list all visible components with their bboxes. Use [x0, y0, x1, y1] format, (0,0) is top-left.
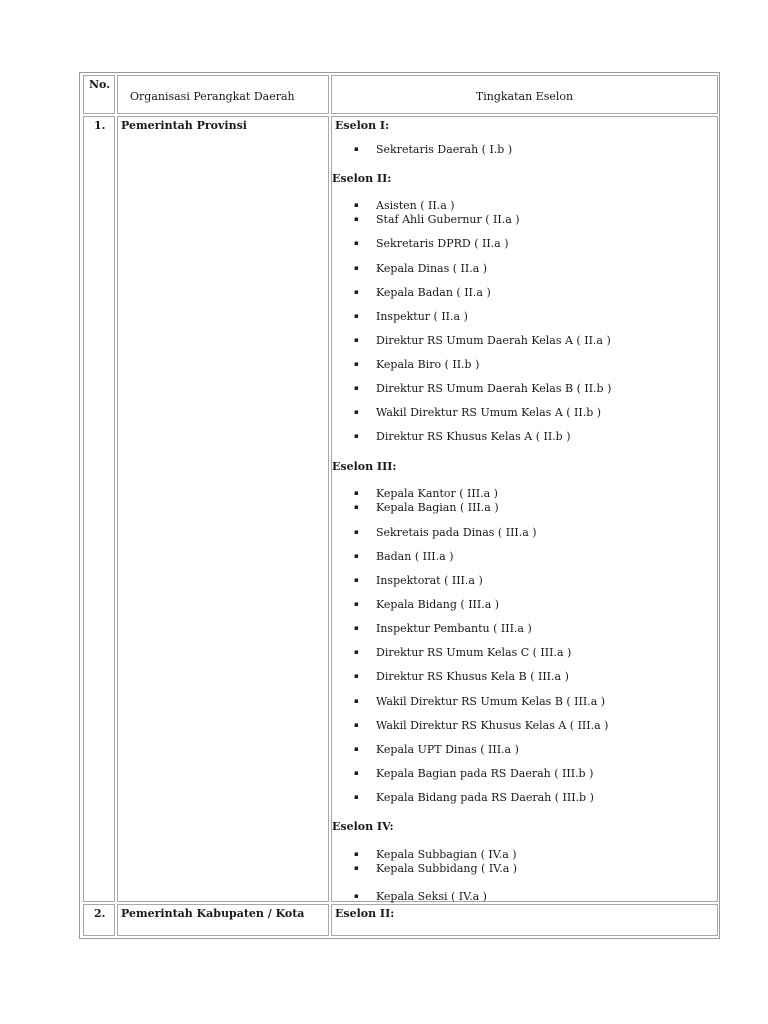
eselon-list-item: Kepala Kantor ( III.a ): [376, 487, 498, 500]
header-eselon: Tingkatan Eselon: [475, 90, 574, 103]
eselon-list-item: Kepala Subbagian ( IV.a ): [376, 848, 517, 861]
header-organisasi-cell: [117, 75, 329, 114]
row-1-organisasi: Pemerintah Provinsi: [121, 119, 247, 132]
eselon-group-heading: Eselon I:: [335, 119, 390, 132]
row-2-organisasi: Pemerintah Kabupaten / Kota: [121, 907, 305, 920]
bullet-icon: ▪: [354, 648, 359, 656]
eselon-list-item: Kepala Bidang pada RS Daerah ( III.b ): [376, 791, 594, 804]
row-2-no: 2.: [94, 907, 106, 920]
bullet-icon: ▪: [354, 312, 359, 320]
eselon-list-item: Direktur RS Umum Daerah Kelas A ( II.a ): [376, 334, 611, 347]
eselon-list-item: Kepala Subbidang ( IV.a ): [376, 862, 518, 875]
header-no: No.: [89, 78, 111, 91]
eselon-list-item: Sekretais pada Dinas ( III.a ): [376, 526, 537, 539]
row-2-organisasi-cell: [117, 904, 329, 936]
eselon-list-item: Wakil Direktur RS Umum Kelas B ( III.a ): [376, 695, 606, 708]
bullet-icon: ▪: [354, 672, 359, 680]
eselon-list-item: Inspektorat ( III.a ): [376, 574, 483, 587]
eselon-list-item: Kepala Bagian ( III.a ): [376, 501, 499, 514]
eselon-list-item: Kepala UPT Dinas ( III.a ): [376, 743, 519, 756]
eselon-list-item: Inspektur Pembantu ( III.a ): [376, 622, 532, 635]
eselon-list-item: Wakil Direktur RS Khusus Kelas A ( III.a ): [376, 719, 609, 732]
bullet-icon: ▪: [354, 432, 359, 440]
bullet-icon: ▪: [354, 528, 359, 536]
bullet-icon: ▪: [354, 552, 359, 560]
bullet-icon: ▪: [354, 288, 359, 296]
eselon-list-item: Direktur RS Khusus Kela B ( III.a ): [376, 670, 569, 683]
eselon-list-item: Direktur RS Umum Kelas C ( III.a ): [376, 646, 572, 659]
eselon-list-item: Staf Ahli Gubernur ( II.a ): [376, 213, 520, 226]
bullet-icon: ▪: [354, 489, 359, 497]
bullet-icon: ▪: [354, 793, 359, 801]
bullet-icon: ▪: [354, 503, 359, 511]
bullet-icon: ▪: [354, 600, 359, 608]
eselon-list-item: Direktur RS Umum Daerah Kelas B ( II.b ): [376, 382, 612, 395]
bullet-icon: ▪: [354, 384, 359, 392]
row-2-eselon-heading: Eselon II:: [335, 907, 395, 920]
eselon-list-item: Kepala Badan ( II.a ): [376, 286, 491, 299]
eselon-list-item: Badan ( III.a ): [376, 550, 454, 563]
bullet-icon: ▪: [354, 769, 359, 777]
bullet-icon: ▪: [354, 697, 359, 705]
bullet-icon: ▪: [354, 145, 359, 153]
bullet-icon: ▪: [354, 721, 359, 729]
eselon-list-item: Direktur RS Khusus Kelas A ( II.b ): [376, 430, 571, 443]
row-1-eselon-cell: [331, 116, 718, 902]
eselon-group-heading: Eselon IV:: [332, 820, 394, 833]
header-no-cell: [83, 75, 115, 114]
bullet-icon: ▪: [354, 215, 359, 223]
eselon-list-item: Asisten ( II.a ): [376, 199, 455, 212]
eselon-list-item: Kepala Bagian pada RS Daerah ( III.b ): [376, 767, 594, 780]
bullet-icon: ▪: [354, 624, 359, 632]
row-1-organisasi-cell: [117, 116, 329, 902]
bullet-icon: ▪: [354, 360, 359, 368]
eselon-list-item: Kepala Dinas ( II.a ): [376, 262, 488, 275]
eselon-list-item: Kepala Biro ( II.b ): [376, 358, 480, 371]
row-1-no-cell: [83, 116, 115, 902]
bullet-icon: ▪: [354, 576, 359, 584]
bullet-icon: ▪: [354, 408, 359, 416]
bullet-icon: ▪: [354, 850, 359, 858]
row-2-no-cell: [83, 904, 115, 936]
eselon-list-item: Kepala Bidang ( III.a ): [376, 598, 500, 611]
header-organisasi: Organisasi Perangkat Daerah: [130, 90, 295, 103]
bullet-icon: ▪: [354, 239, 359, 247]
eselon-list-item: Inspektur ( II.a ): [376, 310, 468, 323]
bullet-icon: ▪: [354, 201, 359, 209]
eselon-list-item: Wakil Direktur RS Umum Kelas A ( II.b ): [376, 406, 602, 419]
bullet-icon: ▪: [354, 892, 359, 900]
bullet-icon: ▪: [354, 864, 359, 872]
eselon-list-item: Sekretaris Daerah ( I.b ): [376, 143, 513, 156]
eselon-group-heading: Eselon III:: [332, 460, 397, 473]
bullet-icon: ▪: [354, 745, 359, 753]
bullet-icon: ▪: [354, 264, 359, 272]
bullet-icon: ▪: [354, 336, 359, 344]
row-1-no: 1.: [94, 119, 106, 132]
row-2-eselon-cell: [331, 904, 718, 936]
eselon-list-item: Kepala Seksi ( IV.a ): [376, 890, 487, 903]
eselon-group-heading: Eselon II:: [332, 172, 392, 185]
header-eselon-cell: [331, 75, 718, 114]
eselon-list-item: Sekretaris DPRD ( II.a ): [376, 237, 509, 250]
